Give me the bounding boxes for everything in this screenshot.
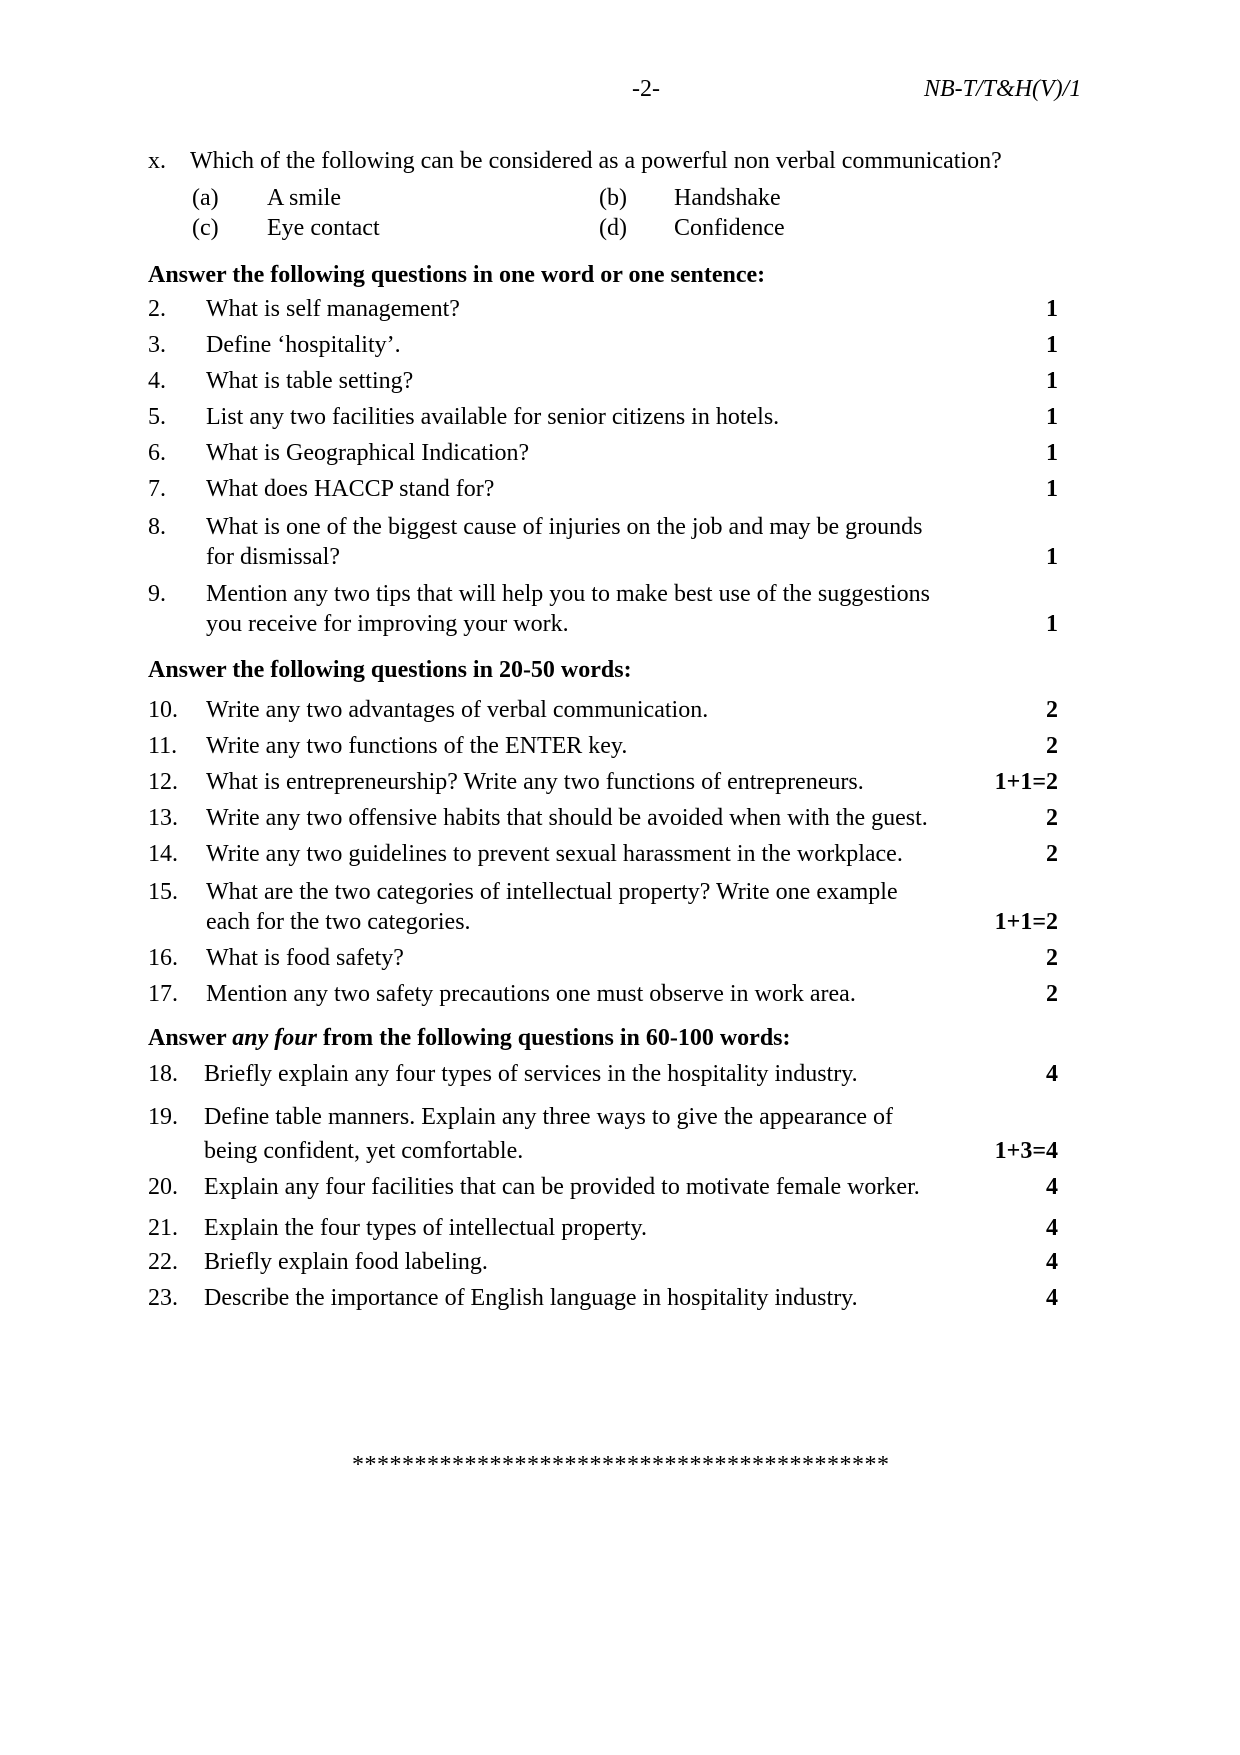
question-20: [148, 1172, 1058, 1202]
question-x-number: x.: [148, 148, 166, 174]
option-b-text: Handshake: [674, 185, 781, 211]
paper-code: NB-T/T&H(V)/1: [924, 76, 1082, 102]
question-22: [148, 1247, 1058, 1277]
question-4: [148, 366, 1058, 396]
heading-emphasis: any four: [232, 1025, 317, 1051]
question-text-line: for dismissal?: [206, 544, 340, 570]
question-15: [148, 877, 1058, 937]
option-a-label: (a): [192, 185, 219, 211]
section-short-heading: Answer the following questions in 20-50 words:: [148, 657, 632, 683]
question-text: Write any two guidelines to prevent sexual harassment in the workplace.: [206, 841, 903, 867]
question-marks: 2: [1046, 697, 1058, 723]
question-text-line: you receive for improving your work.: [206, 611, 569, 637]
question-marks: 1: [1046, 440, 1058, 466]
option-d-label: (d): [599, 215, 627, 241]
question-13: [148, 803, 1058, 833]
question-marks: 4: [1046, 1249, 1058, 1275]
question-marks: 1: [1046, 368, 1058, 394]
question-marks: 4: [1046, 1174, 1058, 1200]
question-number: 17.: [148, 981, 178, 1007]
question-number: 9.: [148, 581, 166, 607]
question-number: 20.: [148, 1174, 178, 1200]
question-6: [148, 438, 1058, 468]
question-text: What is table setting?: [206, 368, 414, 394]
question-number: 18.: [148, 1061, 178, 1087]
question-text: Briefly explain food labeling.: [204, 1249, 488, 1275]
option-b-label: (b): [599, 185, 627, 211]
question-8: [148, 512, 1058, 572]
question-10: [148, 695, 1058, 725]
question-text: Mention any two safety precautions one must observe in work area.: [206, 981, 856, 1007]
question-text: What is self management?: [206, 296, 460, 322]
question-marks: 2: [1046, 981, 1058, 1007]
question-marks: 2: [1046, 805, 1058, 831]
question-11: [148, 731, 1058, 761]
option-a-text: A smile: [267, 185, 342, 211]
question-number: 12.: [148, 769, 178, 795]
question-marks: 4: [1046, 1061, 1058, 1087]
option-c-label: (c): [192, 215, 219, 241]
question-number: 22.: [148, 1249, 178, 1275]
question-7: [148, 474, 1058, 504]
question-number: 21.: [148, 1215, 178, 1241]
question-text: What does HACCP stand for?: [206, 476, 495, 502]
question-marks: 1+1=2: [994, 769, 1058, 795]
question-text: Explain the four types of intellectual property.: [204, 1215, 647, 1241]
question-text-line: Mention any two tips that will help you to make best use of the suggestions: [206, 581, 930, 607]
page-number: -2-: [632, 76, 660, 102]
question-19: [148, 1100, 1058, 1168]
question-text: Briefly explain any four types of services in the hospitality industry.: [204, 1061, 858, 1087]
question-9: [148, 579, 1058, 639]
options-row-2: [192, 215, 785, 242]
question-text: Write any two advantages of verbal communication.: [206, 697, 709, 723]
question-text: What is entrepreneurship? Write any two functions of entrepreneurs.: [206, 769, 864, 795]
question-marks: 1+1=2: [994, 909, 1058, 935]
question-text: Describe the importance of English language in hospitality industry.: [204, 1285, 858, 1311]
question-number: 13.: [148, 805, 178, 831]
question-number: 8.: [148, 514, 166, 540]
end-of-paper-stars: *******************************************: [352, 1452, 890, 1478]
question-text: Write any two functions of the ENTER key.: [206, 733, 628, 759]
question-number: 4.: [148, 368, 166, 394]
heading-post: from the following questions in 60-100 words:: [322, 1025, 791, 1051]
question-number: 11.: [148, 733, 178, 759]
option-d-text: Confidence: [674, 215, 785, 241]
question-16: [148, 943, 1058, 973]
question-text: Write any two offensive habits that should be avoided when with the guest.: [206, 805, 928, 831]
question-text-line: being confident, yet comfortable.: [204, 1138, 524, 1164]
question-number: 3.: [148, 332, 166, 358]
question-x-text: Which of the following can be considered as a powerful non verbal communication?: [190, 148, 1002, 174]
question-number: 14.: [148, 841, 178, 867]
section-one-word-heading: Answer the following questions in one word or one sentence:: [148, 262, 766, 288]
question-marks: 4: [1046, 1285, 1058, 1311]
question-number: 2.: [148, 296, 166, 322]
question-marks: 1+3=4: [994, 1138, 1058, 1164]
question-marks: 2: [1046, 945, 1058, 971]
question-number: 16.: [148, 945, 178, 971]
question-marks: 1: [1046, 332, 1058, 358]
question-number: 6.: [148, 440, 166, 466]
question-marks: 1: [1046, 611, 1058, 637]
question-number: 7.: [148, 476, 166, 502]
question-number: 23.: [148, 1285, 178, 1311]
question-2: [148, 294, 1058, 324]
question-marks: 2: [1046, 733, 1058, 759]
question-text-line: each for the two categories.: [206, 909, 471, 935]
question-number: 10.: [148, 697, 178, 723]
options-row-1: [192, 185, 781, 212]
question-23: [148, 1283, 1058, 1313]
question-marks: 4: [1046, 1215, 1058, 1241]
question-text: Explain any four facilities that can be provided to motivate female worker.: [204, 1174, 920, 1200]
question-text-line: Define table manners. Explain any three ways to give the appearance of: [204, 1104, 894, 1130]
heading-pre: Answer: [148, 1025, 227, 1051]
question-text-line: What is one of the biggest cause of injuries on the job and may be grounds: [206, 514, 923, 540]
question-text: List any two facilities available for senior citizens in hotels.: [206, 404, 780, 430]
question-14: [148, 839, 1058, 869]
question-marks: 1: [1046, 404, 1058, 430]
question-text-line: What are the two categories of intellectual property? Write one example: [206, 879, 898, 905]
question-marks: 1: [1046, 544, 1058, 570]
question-marks: 2: [1046, 841, 1058, 867]
question-marks: 1: [1046, 476, 1058, 502]
section-long-heading: [148, 1025, 791, 1052]
question-text: Define ‘hospitality’.: [206, 332, 401, 358]
question-12: [148, 767, 1058, 797]
question-number: 19.: [148, 1104, 178, 1130]
question-text: What is Geographical Indication?: [206, 440, 530, 466]
question-number: 5.: [148, 404, 166, 430]
question-marks: 1: [1046, 296, 1058, 322]
question-number: 15.: [148, 879, 178, 905]
question-5: [148, 402, 1058, 432]
question-18: [148, 1059, 1058, 1089]
question-21: [148, 1213, 1058, 1243]
question-17: [148, 979, 1058, 1009]
option-c-text: Eye contact: [267, 215, 380, 241]
question-text: What is food safety?: [206, 945, 404, 971]
question-3: [148, 330, 1058, 360]
